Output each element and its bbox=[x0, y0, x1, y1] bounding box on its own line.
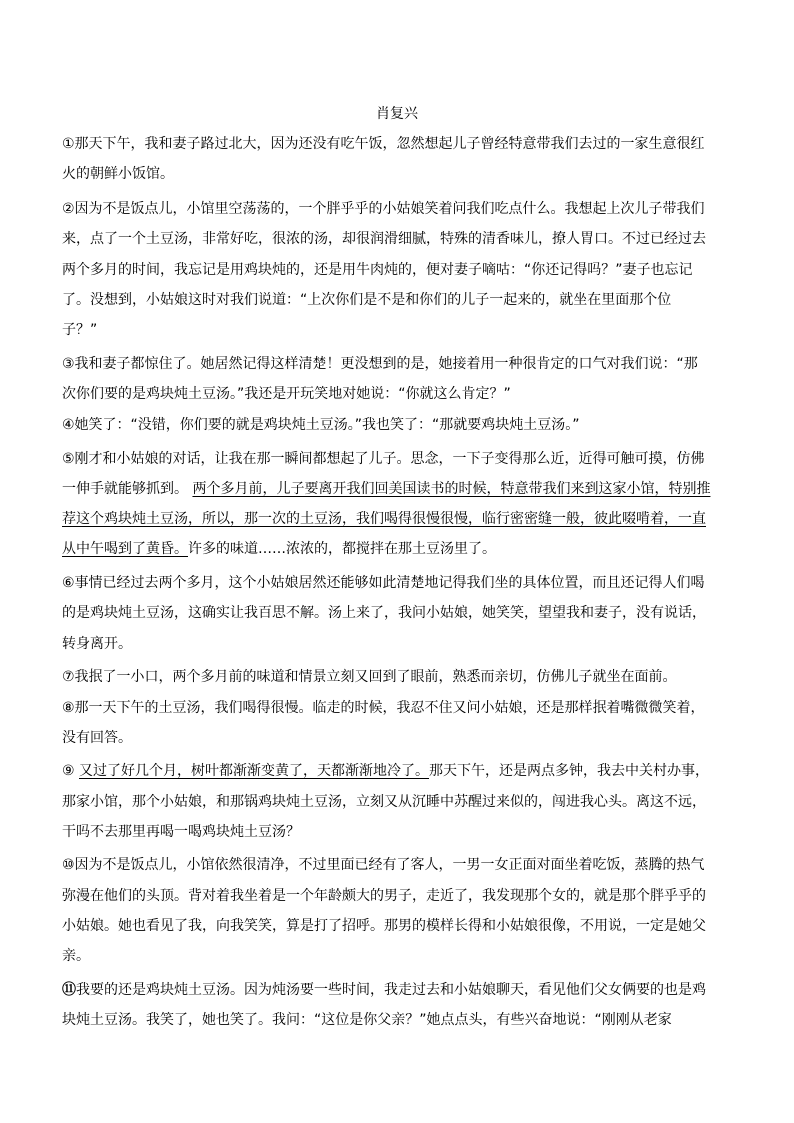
paragraph-2-line-4: 了。没想到，小姑娘这时对我们说道：“上次你们是不是和你们的儿子一起来的，就坐在里面那个位 bbox=[62, 292, 672, 308]
paragraph-10-line-2: 弥漫在他们的头顶。背对着我坐着是一个年龄颇大的男子，走近了，我发现那个女的，就是那个胖乎乎的 bbox=[62, 888, 706, 904]
paragraph-2-line-5: 子？” bbox=[62, 322, 98, 338]
paragraph-11-text: 我要的还是鸡块炖土豆汤。因为炖汤要一些时间，我走过去和小姑娘聊天，看见他们父女俩要的也是鸡 bbox=[76, 982, 706, 998]
underlined-passage: 两个多月前，儿子要离开我们回美国读书的时候，特意带我们来到这家小馆，特别推 bbox=[192, 481, 711, 497]
author-name: 肖复兴 bbox=[376, 106, 418, 122]
paragraph-10-line-4: 亲。 bbox=[62, 948, 90, 964]
paragraph-1-line-1: ①那天下午，我和妻子路过北大，因为还没有吃午饭，忽然想起儿子曾经特意带我们去过的一家生意很红 bbox=[62, 136, 705, 152]
underlined-passage: 荐这个鸡块炖土豆汤，所以，那一次的土豆汤，我们喝得很慢很慢，临行密密缝一般，彼此啜啃着，一直 bbox=[62, 511, 706, 527]
paragraph-5-line-2 bbox=[62, 479, 710, 499]
paragraph-5-line-3 bbox=[62, 509, 706, 529]
underlined-passage: 又过了好几个月，树叶都渐渐变黄了，天都渐渐地冷了。 bbox=[79, 763, 430, 779]
paragraph-3-line-2: 次你们要的是鸡块炖土豆汤。”我还是开玩笑地对她说：“你就这么肯定？” bbox=[62, 386, 511, 402]
paragraph-8-line-2: 没有回答。 bbox=[62, 730, 132, 746]
paragraph-4-line-1: ④她笑了：“没错，你们要的就是鸡块炖土豆汤。”我也笑了：“那就要鸡块炖土豆汤。” bbox=[62, 417, 580, 433]
paragraph-6-line-2: 的是鸡块炖土豆汤，这确实让我百思不解。汤上来了，我问小姑娘，她笑笑，望望我和妻子，没有说话， bbox=[62, 605, 706, 621]
paragraph-10-line-1: ⑩因为不是饭点儿，小馆依然很清净，不过里面已经有了客人，一男一女正面对面坐着吃饭，蒸腾的热气 bbox=[62, 857, 705, 873]
paragraph-2-line-2: 来，点了一个土豆汤，非常好吃，很浓的汤，却很润滑细腻，特殊的清香味儿，撩人胃口。不过已经过去 bbox=[62, 231, 706, 247]
paragraph-8-line-1: ⑧那一天下午的土豆汤，我们喝得很慢。临走的时候，我忍不住又问小姑娘，还是那样抿着嘴微微笑着， bbox=[62, 700, 705, 716]
paragraph-7-line-1: ⑦我抿了一小口，两个多月前的味道和情景立刻又回到了眼前，熟悉而亲切，仿佛儿子就坐在面前。 bbox=[62, 669, 677, 685]
paragraph-10-line-3: 小姑娘。她也看见了我，向我笑笑，算是打了招呼。那男的模样长得和小姑娘很像，不用说，一定是她父 bbox=[62, 918, 706, 934]
underlined-passage: 从中午喝到了黄昏。 bbox=[62, 541, 188, 557]
paragraph-11-line-2: 块炖土豆汤。我笑了，她也笑了。我问：“这位是你父亲？”她点点头，有些兴奋地说：“刚刚从老家 bbox=[62, 1012, 672, 1028]
paragraph-3-line-1: ③我和妻子都惊住了。她居然记得这样清楚！更没想到的是，她接着用一种很肯定的口气对我们说：“那 bbox=[62, 356, 698, 372]
paragraph-5-text: 一伸手就能够抓到。 bbox=[62, 481, 188, 497]
paragraph-5-line-1: ⑤刚才和小姑娘的对话，让我在那一瞬间都想起了儿子。思念，一下子变得那么近，近得可触可摸，仿佛 bbox=[62, 451, 705, 467]
paragraph-9-line-1 bbox=[62, 761, 709, 781]
paragraph-11-line-1 bbox=[62, 980, 706, 1000]
paragraph-5-text: 许多的味道……浓浓的，都搅拌在那土豆汤里了。 bbox=[188, 541, 496, 557]
paragraph-6-line-3: 转身离开。 bbox=[62, 636, 132, 652]
paragraph-number: ⑪ bbox=[62, 982, 76, 998]
paragraph-number: ⑨ bbox=[62, 763, 75, 779]
paragraph-5-line-4 bbox=[62, 539, 496, 559]
paragraph-1-line-2: 火的朝鲜小饭馆。 bbox=[62, 166, 174, 182]
paragraph-2-line-3: 两个多月的时间，我忘记是用鸡块炖的，还是用牛肉炖的，便对妻子嘀咕：“你还记得吗？”妻子也忘记 bbox=[62, 262, 693, 278]
paragraph-9-line-2: 那家小馆，那个小姑娘，和那锅鸡块炖土豆汤，立刻又从沉睡中苏醒过来似的，闯进我心头。离这不远， bbox=[62, 794, 706, 810]
paragraph-9-text: 那天下午，还是两点多钟，我去中关村办事， bbox=[429, 763, 710, 779]
paragraph-2-line-1: ②因为不是饭点儿，小馆里空荡荡的，一个胖乎乎的小姑娘笑着问我们吃点什么。我想起上次儿子带我们 bbox=[62, 201, 705, 217]
paragraph-9-line-3: 干吗不去那里再喝一喝鸡块炖土豆汤？ bbox=[62, 824, 300, 840]
paragraph-6-line-1: ⑥事情已经过去两个多月，这个小姑娘居然还能够如此清楚地记得我们坐的具体位置，而且还记得人们喝 bbox=[62, 575, 705, 591]
